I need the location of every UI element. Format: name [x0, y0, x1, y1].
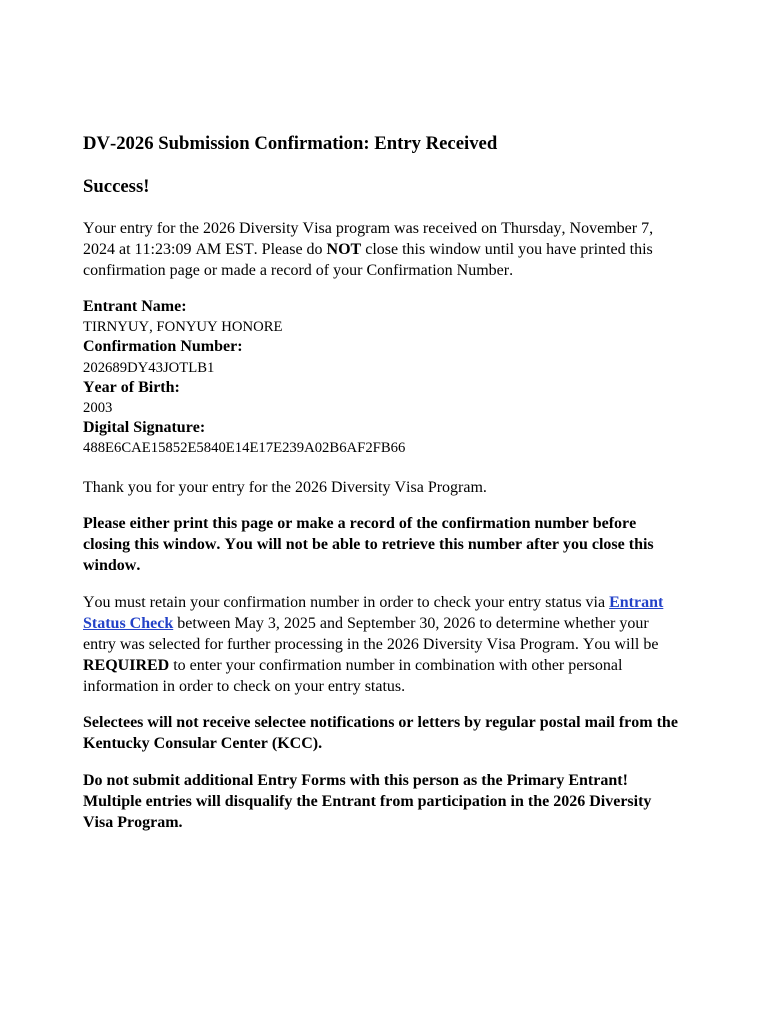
digital-signature-label: Digital Signature: — [83, 419, 206, 437]
year-of-birth-label: Year of Birth: — [83, 378, 180, 396]
year-of-birth-value: 2003 — [83, 400, 113, 417]
confirmation-number-value: 202689DY43JOTLB1 — [83, 359, 215, 376]
mail-notice: Selectees will not receive selectee notifications or letters by regular postal mail from the Kentucky Consular Center (KCC). — [83, 713, 678, 752]
entrant-name-value: TIRNYUY, FONYUY HONORE — [83, 319, 283, 336]
intro-emphasis: NOT — [326, 241, 362, 258]
confirmation-page — [83, 133, 682, 833]
entrant-name-label: Entrant Name: — [83, 298, 187, 315]
digital-signature-value: 488E6CAE15852E5840E14E17E239A02B6AF2FB66 — [83, 440, 406, 457]
intro-text-start: Your entry for the 2026 Diversity Visa program was received on Thursday, November 7, 2024 at 11:23:09 AM EST. Please do — [83, 220, 654, 258]
retain-confirmation-paragraph — [83, 592, 682, 697]
thank-you-text: Thank you for your entry for the 2026 Diversity Visa Program. — [83, 478, 487, 496]
duplicate-entry-warning: Do not submit additional Entry Forms with this person as the Primary Entrant! Multiple entries will disqualify the Entrant from participation in the 2026 Diversity Visa Program. — [83, 771, 652, 831]
retain-text-start: You must retain your confirmation number in order to check your entry status via — [83, 593, 610, 611]
intro-text-end: close this window until you have printed this confirmation page or made a record of your Confirmation Number. — [83, 241, 653, 279]
entrant-status-check-link[interactable]: Entrant Status Check — [83, 593, 664, 632]
entry-details — [83, 297, 682, 459]
retain-text-end: to enter your confirmation number in combination with other personal information in order to check on your entry status. — [83, 656, 623, 695]
retain-text-middle: between May 3, 2025 and September 30, 2026 to determine whether your entry was selected for further processing in the 2026 Diversity Visa Program. You will be — [83, 614, 659, 653]
success-heading: Success! — [83, 176, 150, 197]
print-notice: Please either print this page or make a record of the confirmation number before closing this window. You will not be able to retrieve this number after you close this window. — [83, 514, 654, 574]
retain-emphasis: REQUIRED — [83, 656, 170, 674]
page-title: DV-2026 Submission Confirmation: Entry Received — [83, 133, 498, 154]
intro-paragraph — [83, 218, 682, 281]
confirmation-number-label: Confirmation Number: — [83, 338, 243, 356]
